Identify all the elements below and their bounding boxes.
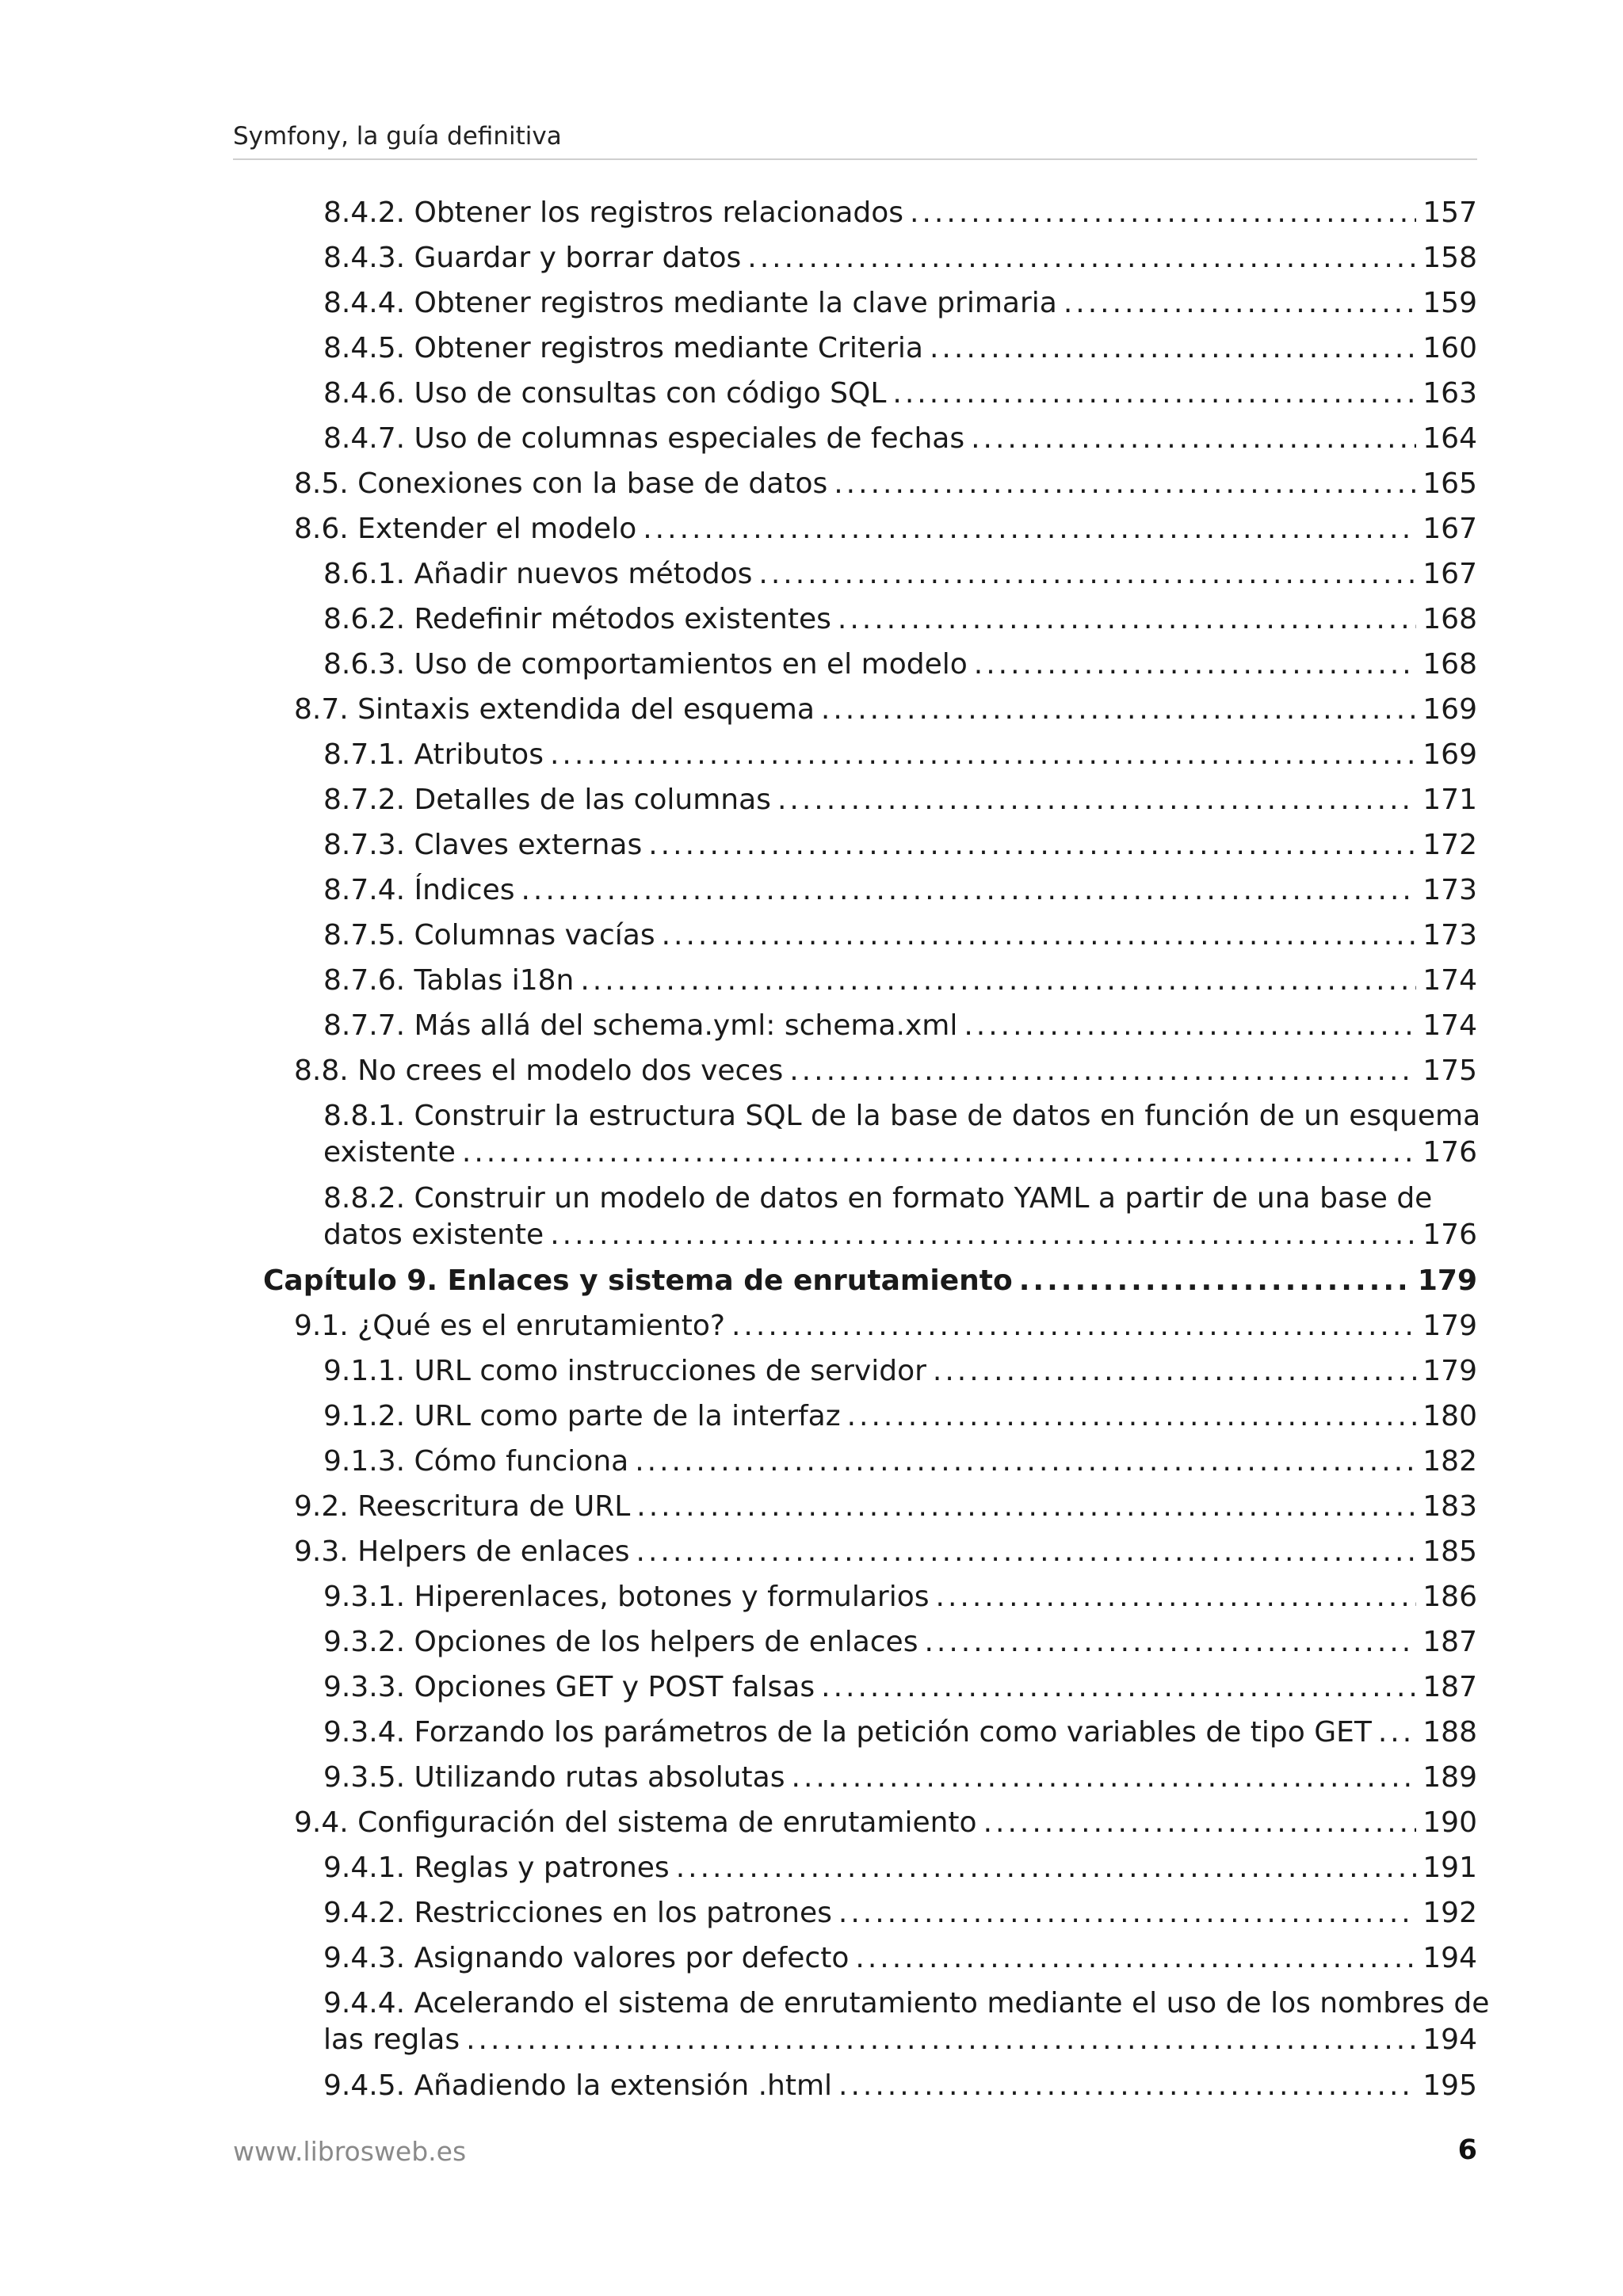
dot-leader — [855, 1940, 1416, 1977]
toc-entry-title: 8.7.2. Detalles de las columnas — [323, 782, 777, 818]
dot-leader — [847, 1398, 1417, 1435]
toc-page-number: 189 — [1423, 1761, 1477, 1794]
dot-leader — [838, 1895, 1416, 1932]
toc-entry-title: Capítulo 9. Enlaces y sistema de enrutamiento — [263, 1263, 1019, 1299]
toc-entry-row — [323, 195, 1477, 231]
toc-page-number: 165 — [1423, 467, 1477, 500]
toc-entry-row — [323, 1353, 1477, 1390]
toc-entry-title: 8.7.7. Más allá del schema.yml: schema.xml — [323, 1008, 964, 1044]
running-header — [233, 120, 1477, 160]
dot-leader — [838, 2068, 1416, 2104]
toc-page-number: 169 — [1423, 693, 1477, 726]
toc-page-number: 167 — [1423, 513, 1477, 545]
dot-leader — [731, 1308, 1416, 1344]
toc-entry[interactable] — [323, 963, 1477, 1008]
toc-entry-title: 8.8.1. Construir la estructura SQL de la base de datos en función de un esquema — [323, 1100, 1481, 1132]
toc-page-number: 186 — [1423, 1581, 1477, 1613]
toc-entry-row — [323, 917, 1477, 954]
toc-entry-title: 8.4.2. Obtener los registros relacionados — [323, 195, 910, 231]
toc-entry-title: 9.1.1. URL como instrucciones de servidor — [323, 1353, 933, 1390]
toc-page-number: 185 — [1423, 1535, 1477, 1568]
toc-entry-row — [323, 240, 1477, 277]
toc-page-number: 187 — [1423, 1671, 1477, 1703]
toc-page-number: 175 — [1423, 1055, 1477, 1087]
toc-page-number: 180 — [1423, 1400, 1477, 1432]
toc-entry-title: 8.6.2. Redefinir métodos existentes — [323, 601, 838, 638]
toc-entry-row — [323, 1850, 1477, 1886]
dot-leader — [910, 195, 1416, 231]
toc-entry[interactable] — [323, 782, 1477, 827]
toc-entry-row — [323, 963, 1477, 999]
toc-entry-title: 8.4.4. Obtener registros mediante la clave primaria — [323, 285, 1064, 322]
dot-leader — [462, 1135, 1416, 1171]
toc-page-number: 164 — [1423, 422, 1477, 455]
toc-page-number: 158 — [1423, 242, 1477, 274]
toc-entry[interactable] — [323, 917, 1477, 963]
toc-page-number: 169 — [1423, 738, 1477, 771]
toc-entry[interactable] — [323, 1353, 1477, 1398]
toc-entry-title-continuation: existente — [323, 1135, 462, 1171]
toc-entry[interactable] — [323, 285, 1477, 330]
toc-entry-title: 9.3.1. Hiperenlaces, botones y formularios — [323, 1579, 936, 1615]
dot-leader — [834, 466, 1416, 502]
toc-entry-title: 9.2. Reescritura de URL — [294, 1489, 636, 1525]
toc-page-number: 174 — [1423, 1009, 1477, 1042]
toc-page-number: 157 — [1423, 196, 1477, 229]
toc-entry-row — [323, 872, 1477, 909]
toc-entry[interactable] — [323, 827, 1477, 872]
toc-page-number: 172 — [1423, 829, 1477, 861]
toc-entry-row — [323, 646, 1477, 683]
dot-leader — [648, 827, 1416, 864]
toc-entry-row — [294, 466, 1477, 502]
toc-page-number: 194 — [1423, 2023, 1477, 2056]
toc-entry-title: 9.3.3. Opciones GET y POST falsas — [323, 1669, 821, 1706]
toc-entry-title: 8.4.7. Uso de columnas especiales de fechas — [323, 421, 971, 457]
dot-leader — [643, 511, 1416, 547]
toc-entry[interactable] — [323, 240, 1477, 285]
toc-entry[interactable] — [294, 1308, 1477, 1353]
dot-leader — [971, 421, 1416, 457]
toc-entry-row — [323, 1579, 1477, 1615]
toc-entry-row — [323, 2068, 1477, 2104]
toc-entry[interactable] — [323, 1985, 1490, 2068]
footer-page-number: 6 — [1457, 2134, 1477, 2166]
toc-entry-title: 9.4.3. Asignando valores por defecto — [323, 1940, 855, 1977]
toc-entry-row — [323, 1669, 1477, 1706]
toc-entry-title: 8.6.3. Uso de comportamientos en el modelo — [323, 646, 974, 683]
toc-entry-title: 9.4. Configuración del sistema de enrutamiento — [294, 1805, 983, 1841]
toc-entry-title: 8.5. Conexiones con la base de datos — [294, 466, 834, 502]
book-title: Symfony, la guía definitiva — [233, 122, 562, 151]
dot-leader — [580, 963, 1416, 999]
toc-page-number: 174 — [1423, 964, 1477, 997]
toc-entry-row — [323, 330, 1477, 367]
dot-leader — [792, 1760, 1417, 1796]
toc-entry[interactable] — [323, 1398, 1477, 1444]
toc-entry-title: 9.4.1. Reglas y patrones — [323, 1850, 676, 1886]
toc-entry-row — [323, 1398, 1477, 1435]
footer-url: www.librosweb.es — [233, 2136, 467, 2167]
toc-page-number: 171 — [1423, 784, 1477, 816]
toc-page-number: 168 — [1423, 648, 1477, 681]
toc-entry-title: 8.7. Sintaxis extendida del esquema — [294, 692, 821, 728]
dot-leader — [466, 2022, 1416, 2058]
dot-leader — [924, 1624, 1416, 1661]
dot-leader — [636, 1534, 1417, 1570]
dot-leader — [550, 1217, 1416, 1253]
toc-entry-title: 9.4.5. Añadiendo la extensión .html — [323, 2068, 838, 2104]
toc-entry-row — [323, 827, 1477, 864]
toc-entry[interactable] — [323, 1940, 1477, 1985]
toc-page-number: 176 — [1423, 1136, 1477, 1169]
toc-page-number: 168 — [1423, 603, 1477, 635]
toc-entry[interactable] — [323, 330, 1477, 376]
toc-entry-row — [294, 1053, 1477, 1089]
toc-entry[interactable] — [294, 1805, 1477, 1850]
toc-entry-row — [323, 2022, 1477, 2058]
toc-entry-row — [294, 692, 1477, 728]
toc-entry[interactable] — [323, 2068, 1477, 2113]
toc-entry-row — [323, 556, 1477, 593]
toc-entry-row — [323, 1008, 1477, 1044]
toc-entry-row — [323, 1760, 1477, 1796]
toc-page-number: 182 — [1423, 1445, 1477, 1478]
toc-page-number: 176 — [1423, 1219, 1477, 1251]
dot-leader — [789, 1053, 1416, 1089]
dot-leader — [636, 1489, 1416, 1525]
toc-page-number: 163 — [1423, 377, 1477, 410]
toc-entry-title: 8.7.5. Columnas vacías — [323, 917, 662, 954]
toc-entry[interactable] — [323, 195, 1477, 240]
toc-page-number: 179 — [1423, 1310, 1477, 1342]
toc-entry-row — [294, 1308, 1477, 1344]
toc-entry-row — [294, 1489, 1477, 1525]
dot-leader — [933, 1353, 1416, 1390]
toc-entry-row — [323, 1895, 1477, 1932]
toc-page-number: 195 — [1423, 2069, 1477, 2102]
toc-entry[interactable] — [323, 1895, 1477, 1940]
toc-entry[interactable] — [323, 737, 1477, 782]
toc-entry-row — [323, 421, 1477, 457]
dot-leader — [747, 240, 1416, 277]
toc-entry[interactable] — [323, 1669, 1477, 1714]
toc-entry-title-continuation: las reglas — [323, 2022, 466, 2058]
toc-entry-title: 9.3.2. Opciones de los helpers de enlaces — [323, 1624, 924, 1661]
toc-entry-row — [263, 1263, 1477, 1299]
toc-entry[interactable] — [294, 692, 1477, 737]
toc-entry[interactable] — [323, 646, 1477, 692]
toc-page-number: 160 — [1423, 332, 1477, 364]
toc-entry-title: 9.1. ¿Qué es el enrutamiento? — [294, 1308, 731, 1344]
toc-entry-row — [323, 1217, 1477, 1253]
dot-leader — [758, 556, 1416, 593]
dot-leader — [964, 1008, 1416, 1044]
dot-leader — [838, 601, 1416, 638]
toc-entry-row — [323, 601, 1477, 638]
table-of-contents — [0, 195, 1623, 2113]
toc-entry-title: 9.3.5. Utilizando rutas absolutas — [323, 1760, 792, 1796]
toc-entry-title: 9.3.4. Forzando los parámetros de la petición como variables de tipo GET — [323, 1714, 1378, 1751]
dot-leader — [521, 872, 1416, 909]
toc-entry-row — [294, 1805, 1477, 1841]
dot-leader — [892, 376, 1416, 412]
toc-page-number: 173 — [1423, 874, 1477, 906]
toc-entry-row — [294, 511, 1477, 547]
toc-entry-row — [323, 1444, 1477, 1480]
dot-leader — [777, 782, 1416, 818]
toc-entry-title: 8.8.2. Construir un modelo de datos en formato YAML a partir de una base de — [323, 1182, 1433, 1215]
toc-entry-title: 8.4.5. Obtener registros mediante Criteria — [323, 330, 930, 367]
toc-entry-title: 8.7.1. Atributos — [323, 737, 550, 773]
toc-entry-row — [323, 1624, 1477, 1661]
toc-entry-row — [323, 376, 1477, 412]
toc-page-number: 190 — [1423, 1806, 1477, 1839]
toc-entry-title: 9.4.4. Acelerando el sistema de enrutamiento mediante el uso de los nombres de — [323, 1987, 1490, 2019]
dot-leader — [662, 917, 1417, 954]
toc-entry-row — [323, 1714, 1477, 1751]
toc-entry-title: 8.4.6. Uso de consultas con código SQL — [323, 376, 892, 412]
toc-page-number: 188 — [1423, 1716, 1477, 1749]
toc-entry[interactable] — [323, 1850, 1477, 1895]
toc-entry[interactable] — [323, 872, 1477, 917]
dot-leader — [821, 692, 1416, 728]
toc-entry-title: 8.6. Extender el modelo — [294, 511, 643, 547]
toc-page-number: 173 — [1423, 919, 1477, 952]
dot-leader — [936, 1579, 1417, 1615]
dot-leader — [1019, 1263, 1411, 1299]
dot-leader — [1378, 1714, 1416, 1751]
dot-leader — [676, 1850, 1417, 1886]
toc-entry-row — [294, 1534, 1477, 1570]
toc-entry-title: 8.6.1. Añadir nuevos métodos — [323, 556, 758, 593]
toc-entry-title: 9.1.3. Cómo funciona — [323, 1444, 635, 1480]
toc-entry[interactable] — [323, 1444, 1477, 1489]
toc-entry[interactable] — [323, 1579, 1477, 1624]
toc-entry[interactable] — [323, 1624, 1477, 1669]
toc-entry[interactable] — [294, 466, 1477, 511]
toc-page-number: 187 — [1423, 1626, 1477, 1658]
toc-page-number: 192 — [1423, 1897, 1477, 1929]
toc-entry-title: 8.7.6. Tablas i18n — [323, 963, 580, 999]
toc-entry[interactable] — [323, 1714, 1477, 1760]
toc-entry-title: 8.8. No crees el modelo dos veces — [294, 1053, 789, 1089]
toc-page-number: 179 — [1423, 1355, 1477, 1387]
toc-entry[interactable] — [323, 601, 1477, 646]
toc-entry-row — [323, 737, 1477, 773]
toc-entry[interactable] — [294, 1534, 1477, 1579]
toc-page-number: 159 — [1423, 287, 1477, 319]
dot-leader — [1064, 285, 1416, 322]
toc-entry-title: 9.3. Helpers de enlaces — [294, 1534, 636, 1570]
toc-entry[interactable] — [323, 556, 1477, 601]
toc-entry[interactable] — [323, 376, 1477, 421]
toc-entry-title-continuation: datos existente — [323, 1217, 550, 1253]
dot-leader — [974, 646, 1417, 683]
toc-entry-title: 9.1.2. URL como parte de la interfaz — [323, 1398, 847, 1435]
toc-entry[interactable] — [323, 1760, 1477, 1805]
dot-leader — [930, 330, 1416, 367]
dot-leader — [635, 1444, 1416, 1480]
toc-entry-row — [323, 782, 1477, 818]
toc-entry-title: 9.4.2. Restricciones en los patrones — [323, 1895, 838, 1932]
toc-entry-title: 8.4.3. Guardar y borrar datos — [323, 240, 747, 277]
toc-page-number: 167 — [1423, 558, 1477, 590]
toc-entry[interactable] — [294, 1053, 1477, 1098]
dot-leader — [550, 737, 1416, 773]
toc-entry[interactable] — [323, 1008, 1477, 1053]
toc-page-number: 183 — [1423, 1490, 1477, 1523]
toc-page-number: 194 — [1423, 1942, 1477, 1974]
toc-entry[interactable] — [323, 1180, 1477, 1263]
toc-entry[interactable] — [294, 1489, 1477, 1534]
toc-entry-row — [323, 1135, 1477, 1171]
toc-chapter-entry[interactable] — [263, 1263, 1477, 1308]
dot-leader — [983, 1805, 1417, 1841]
toc-page-number: 179 — [1417, 1264, 1477, 1297]
toc-entry-title: 8.7.3. Claves externas — [323, 827, 648, 864]
toc-entry-title: 8.7.4. Índices — [323, 872, 521, 909]
toc-entry-row — [323, 285, 1477, 322]
dot-leader — [821, 1669, 1416, 1706]
toc-entry[interactable] — [323, 421, 1477, 466]
toc-entry[interactable] — [323, 1098, 1481, 1180]
toc-entry-row — [323, 1940, 1477, 1977]
toc-page-number: 191 — [1423, 1852, 1477, 1884]
toc-entry[interactable] — [294, 511, 1477, 556]
